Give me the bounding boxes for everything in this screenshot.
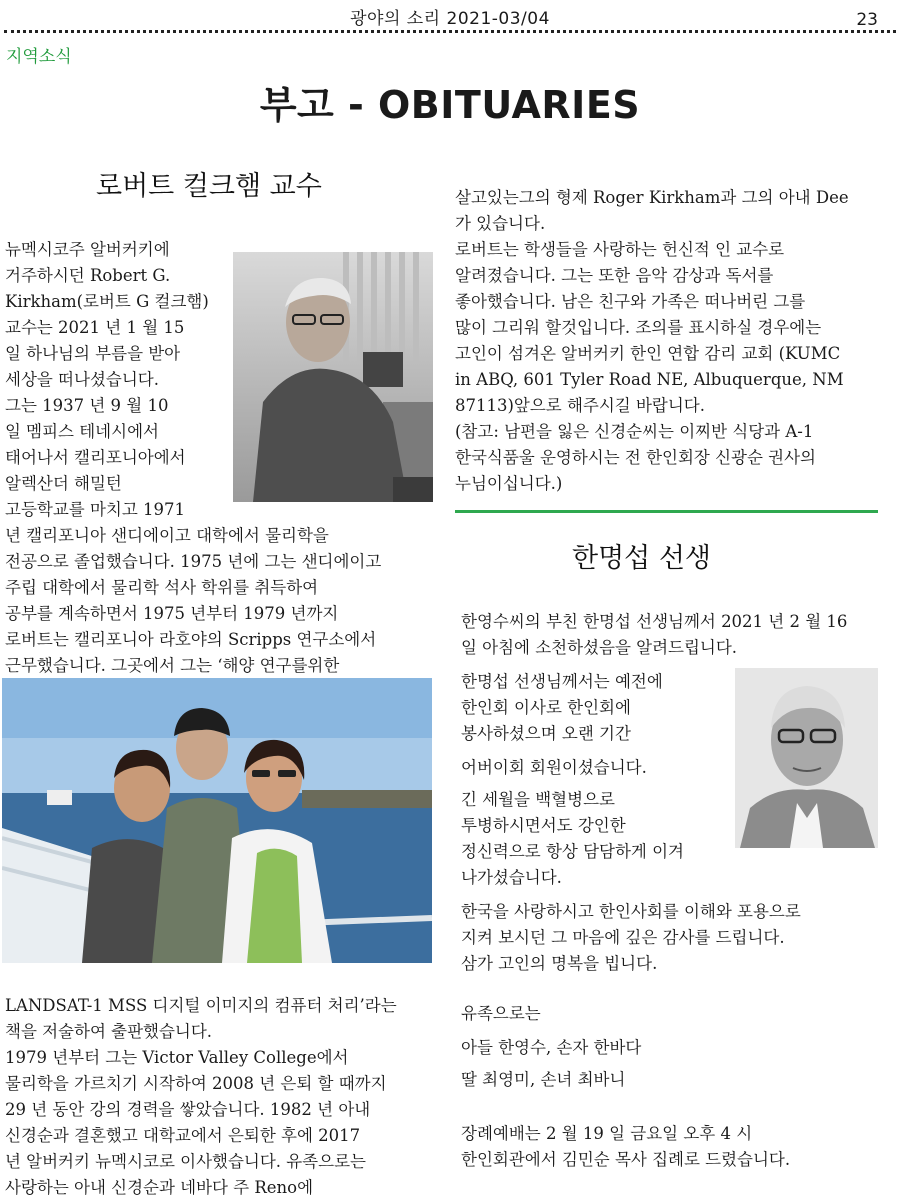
text-line: 물리학을 가르치기 시작하여 2008 년 은퇴 할 때까지 [5,1074,387,1093]
text-line: 한국식품울 운영하시는 전 한인회장 신광순 권사의 [455,448,816,467]
text-line: 책을 저술하여 출판했습니다. [5,1022,213,1041]
text-line: 알려졌습니다. 그는 또한 음악 감상과 독서를 [455,266,774,285]
text-line: 년 캘리포니아 샌디에이고 대학에서 물리학을 [5,526,329,545]
text-line: 한명섭 선생님께서는 예전에 [461,672,663,691]
text-line: 한국을 사랑하시고 한인사회를 이해와 포용으로 [461,902,801,921]
text-line: 사랑하는 아내 신경순과 네바다 주 Reno에 [5,1178,314,1197]
article-divider [455,510,878,513]
text-line: 로버트는 학생들을 사랑하는 헌신적 인 교수로 [455,240,785,259]
text-line: 한인회관에서 김민순 목사 집례로 드렸습니다. [461,1150,791,1169]
text-line: 1979 년부터 그는 Victor Valley College에서 [5,1048,349,1067]
text-line: 지켜 보시던 그 마음에 깊은 감사를 드립니다. [461,928,785,947]
text-line: 일 멤피스 테네시에서 [5,422,159,441]
text-line: 뉴멕시코주 알버커키에 [5,240,170,259]
text-line: 한인회 이사로 한인회에 [461,698,631,717]
text-line: 어버이회 회원이셨습니다. [461,758,647,777]
text-line: 딸 최영미, 손녀 최바니 [461,1070,626,1089]
text-line: 29 년 동안 강의 경력을 쌓았습니다. 1982 년 아내 [5,1100,371,1119]
text-line: 공부를 계속하면서 1975 년부터 1979 년까지 [5,604,339,623]
text-line: 긴 세월을 백혈병으로 [461,790,615,809]
text-line: 년 알버커키 뉴멕시코로 이사했습니다. 유족으로는 [5,1152,366,1171]
text-line: 고등학교를 마치고 1971 [5,500,185,519]
han-portrait-photo [735,668,878,848]
text-line: 일 하나님의 부름을 받아 [5,344,181,363]
text-line: 거주하시던 Robert G. [5,266,171,285]
article-heading-kirkham: 로버트 컬크햄 교수 [96,171,322,202]
text-line: 87113)앞으로 해주시길 바랍니다. [455,396,705,415]
text-line: (참고: 남편을 잃은 신경순씨는 이찌반 식당과 A-1 [455,422,814,441]
text-line: 로버트는 캘리포니아 라호야의 Scripps 연구소에서 [5,630,377,649]
text-line: 알렉산더 해밀턴 [5,474,122,493]
text-line: 좋아했습니다. 남은 친구와 가족은 떠나버린 그를 [455,292,806,311]
text-line: 교수는 2021 년 1 월 15 [5,318,185,337]
newsletter-header: 광야의 소리 2021-03/04 [350,9,550,29]
text-line: 누님이십니다.) [455,474,563,493]
text-line: 태어나서 캘리포니아에서 [5,448,186,467]
text-line: 전공으로 졸업했습니다. 1975 년에 그는 샌디에이고 [5,552,382,571]
page-title: 부고 - OBITUARIES [259,83,641,127]
text-line: 투병하시면서도 강인한 [461,816,626,835]
text-line: 신경순과 결혼했고 대학교에서 은퇴한 후에 2017 [5,1126,361,1145]
text-line: 유족으로는 [461,1004,541,1023]
header-divider [4,30,896,33]
text-line: 정신력으로 항상 담담하게 이겨 [461,842,684,861]
page-number: 23 [856,10,878,30]
text-line: 그는 1937 년 9 월 10 [5,396,169,415]
text-line: 세상을 떠나셨습니다. [5,370,159,389]
kirkham-family-photo [2,678,432,963]
text-line: 고인이 섬겨온 알버커키 한인 연합 감리 교회 (KUMC [455,344,841,363]
text-line: 근무했습니다. 그곳에서 그는 ‘해양 연구를위한 [5,656,340,675]
text-line: 가 있습니다. [455,214,546,233]
text-line: LANDSAT-1 MSS 디지털 이미지의 컴퓨터 처리’라는 [5,996,397,1015]
text-line: 일 아침에 소천하셨음을 알려드립니다. [461,638,738,657]
text-line: 많이 그리워 할것입니다. 조의를 표시하실 경우에는 [455,318,822,337]
text-line: 봉사하셨으며 오랜 기간 [461,724,631,743]
text-line: 주립 대학에서 물리학 석사 학위를 취득하여 [5,578,319,597]
section-label: 지역소식 [6,47,72,67]
article-heading-han: 한명섭 선생 [572,543,711,574]
text-line: Kirkham(로버트 G 컬크햄) [5,292,209,311]
text-line: 살고있는그의 형제 Roger Kirkham과 그의 아내 Dee [455,188,849,207]
kirkham-portrait-photo [233,252,433,502]
text-line: 한영수씨의 부친 한명섭 선생님께서 2021 년 2 월 16 [461,612,848,631]
text-line: 나가셨습니다. [461,868,562,887]
text-line: 아들 한영수, 손자 한바다 [461,1038,642,1057]
text-line: 삼가 고인의 명복을 빕니다. [461,954,658,973]
text-line: in ABQ, 601 Tyler Road NE, Albuquerque, NM [455,370,844,389]
text-line: 장례예배는 2 월 19 일 금요일 오후 4 시 [461,1124,753,1143]
